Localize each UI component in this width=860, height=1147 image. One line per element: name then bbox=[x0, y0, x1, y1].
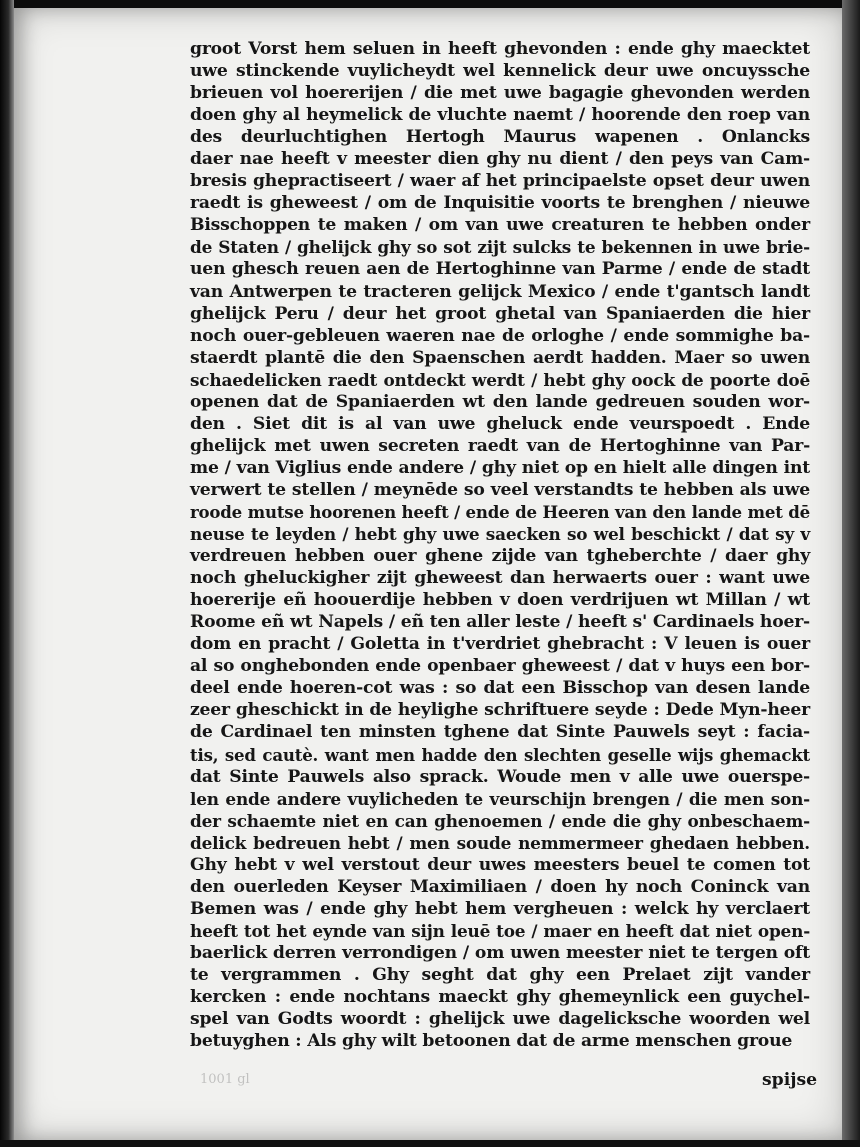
text-line: van Antwerpen te tracteren gelijck Mexico / ende t'gantsch landt bbox=[190, 281, 810, 302]
text-line: den ouerleden Keyser Maximiliaen / doen hy noch Coninck van bbox=[190, 876, 810, 897]
text-line: groot Vorst hem seluen in heeft ghevonden : ende ghy maecktet bbox=[190, 39, 810, 59]
text-line: delick bedreuen hebt / men soude nemmermeer ghedaen hebben. bbox=[190, 832, 810, 853]
text-line: noch ouer-gebleuen waeren nae de orloghe / ende sommighe ba- bbox=[190, 325, 810, 346]
text-line: uen ghesch reuen aen de Hertoghinne van Parme / ende de stadt bbox=[190, 259, 810, 280]
text-line: ghelijck Peru / deur het groot ghetal van Spaniaerden die hier bbox=[190, 303, 810, 324]
text-line: betuyghen : Als ghy wilt betoonen dat de arme menschen groue bbox=[190, 1031, 793, 1052]
text-line: der schaemte niet en can ghenoemen / ende die ghy onbeschaem- bbox=[190, 810, 810, 831]
text-line: spel van Godts woordt : ghelijck uwe dagelicksche woorden wel bbox=[190, 1009, 810, 1030]
text-line: neuse te leyden / hebt ghy uwe saecken so wel beschickt / dat sy v bbox=[190, 524, 810, 545]
text-line: verwert te stellen / meynēde so veel verstandts te hebben als uwe bbox=[190, 479, 810, 500]
text-line: heeft tot het eynde van sijn leuē toe / maer en heeft dat niet open- bbox=[190, 920, 810, 941]
text-line: me / van Viglius ende andere / ghy niet op en hielt alle dingen int bbox=[190, 457, 810, 478]
text-line: doen ghy al heymelick de vluchte naemt / hoorende den roep van bbox=[190, 105, 810, 126]
text-line: te vergrammen . Ghy seght dat ghy een Prelaet zijt vander bbox=[190, 964, 810, 985]
text-line: uwe stinckende vuylicheydt wel kennelick deur uwe oncuyssche bbox=[190, 61, 810, 82]
text-line: Roome eñ wt Napels / eñ ten aller leste / heeft s' Cardinaels hoer- bbox=[190, 612, 810, 633]
text-line: ghelijck met uwen secreten raedt van de Hertoghinne van Par- bbox=[190, 435, 810, 456]
scan-left-edge bbox=[0, 0, 14, 1147]
text-line: tis, sed cautè. want men hadde den slechten gesellе wijs ghemackt bbox=[190, 744, 810, 765]
text-line: staerdt plantē die den Spaenschen aerdt hadden. Maer so uwen bbox=[190, 347, 810, 368]
text-line: baerlick derren verrondigen / om uwen meester niet te tergen oft bbox=[190, 942, 810, 963]
text-line: Ghy hebt v wel verstout deur uwes meesters beuel te comen tot bbox=[190, 854, 810, 875]
text-line: len ende andere vuylicheden te veurschijn brengen / die men son- bbox=[190, 788, 810, 809]
text-line: al so onghebonden ende openbaer gheweest / dat v huys een bor- bbox=[190, 656, 810, 677]
text-line: hoererije eñ hoouerdije hebben v doen verdrijuen wt Millan / wt bbox=[190, 590, 810, 611]
text-line: zeer gheschickt in de heylighe schriftuere seyde : Dede Myn-heer bbox=[190, 700, 810, 721]
text-line: roode mutse hoorenen heeft / ende de Heeren van den lande met dē bbox=[190, 501, 810, 522]
text-line: des deurluchtighen Hertogh Maurus wapenen . Onlancks bbox=[190, 127, 810, 148]
text-line: verdreuen hebben ouer ghene zijde van tgheberchte / daer ghy bbox=[190, 546, 810, 567]
text-line: dat Sinte Pauwels alsо sprack. Woude men v alle uwe ouerspe- bbox=[190, 766, 810, 787]
catchword: spijse bbox=[762, 1070, 818, 1090]
bleedthrough-text: 1001 gl bbox=[200, 1072, 250, 1087]
text-line: Bemen was / ende ghy hebt hem vergheuen : welck hy verclaert bbox=[190, 898, 810, 919]
text-line: noch gheluckigher zijt gheweest dan herwaerts ouer : want uwe bbox=[190, 568, 810, 589]
text-line: openen dat de Spaniaerden wt den lande gedreuen souden wor- bbox=[190, 391, 810, 412]
text-line: dom en pracht / Goletta in t'verdriet ghebracht : V leuen is ouer bbox=[190, 634, 810, 655]
text-line: bresis ghepractiseert / waer af het principaelste opset deur uwen bbox=[190, 171, 810, 192]
text-line: den . Siet dit is al van uwe gheluck ende veurspoedt . Ende bbox=[190, 413, 810, 434]
text-line: brieuen vol hoererijen / die met uwe bagagie ghevonden werden bbox=[190, 83, 810, 104]
body-text bbox=[190, 38, 810, 1052]
text-line: raedt is gheweest / om de Inquisitie voorts te brenghen / nieuwe bbox=[190, 193, 810, 214]
text-line: deel ende hoeren-cot was : so dat een Bisschop van desen lande bbox=[190, 678, 810, 699]
text-line: Bisschoppen te maken / om van uwe creaturen te hebben onder bbox=[190, 215, 810, 236]
text-line: de Cardinael ten minsten tghene dat Sinte Pauwels seyt : facia- bbox=[190, 722, 810, 743]
scan-bottom-edge bbox=[0, 1140, 860, 1147]
text-line: de Staten / ghelijck ghy so sot zijt sulcks te bekennen in uwe brie- bbox=[190, 237, 810, 258]
text-line: kercken : ende nochtans maeckt ghy ghemeynlick een guychel- bbox=[190, 987, 810, 1008]
text-line: daer nae heeft v meester dien ghy nu dient / den peys van Cam- bbox=[190, 149, 810, 170]
text-line: schaedelicken raedt ontdeckt werdt / hebt ghy oock de poorte doē bbox=[190, 369, 810, 390]
scan-right-edge bbox=[842, 0, 860, 1147]
